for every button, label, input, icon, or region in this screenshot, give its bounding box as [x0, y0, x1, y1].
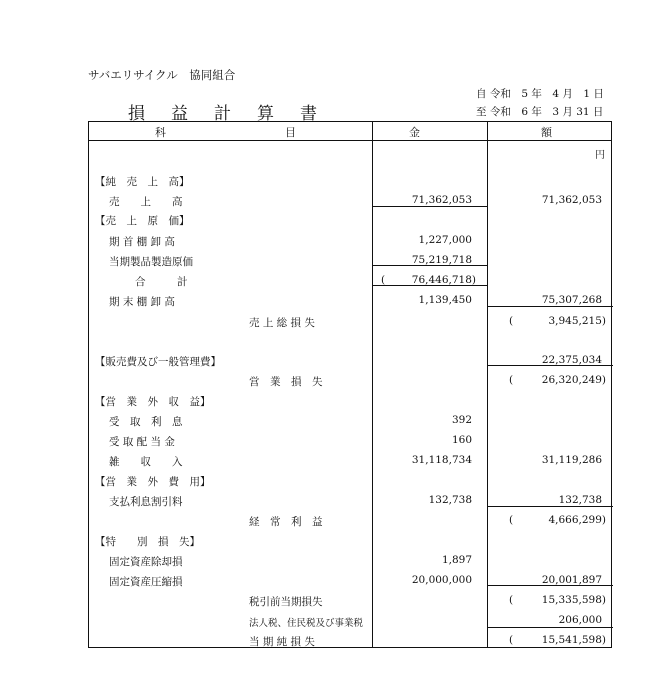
header-kingaku-1: 金	[409, 126, 420, 139]
amount-col1: 1,897	[441, 554, 472, 566]
period-from: 自 令和 5 年 4 月 1 日	[476, 88, 604, 100]
row-label: 売 上 総 損 失	[249, 317, 315, 329]
amount-col1: 31,118,734	[411, 454, 472, 466]
table-row	[89, 572, 613, 592]
row-label: 期 首 棚 卸 高	[109, 236, 175, 248]
amount-col2: 31,119,286	[541, 454, 602, 466]
open-paren: (	[509, 634, 514, 646]
table-row	[89, 552, 613, 572]
header-kingaku-2: 額	[541, 126, 552, 139]
amount-col2: 4,666,299)	[548, 514, 606, 526]
table-row	[89, 252, 613, 272]
row-label: 当 期 純 損 失	[249, 636, 315, 648]
table-row	[89, 232, 613, 252]
table-row	[89, 372, 613, 392]
row-label: 【営 業 外 費 用】	[95, 476, 211, 488]
document-title: 損益計算書	[128, 104, 343, 124]
amount-col1: 71,362,053	[411, 194, 472, 206]
unit-label: 円	[595, 150, 605, 161]
amount-col2: 132,738	[558, 494, 602, 506]
row-label: 当期製品製造原価	[109, 256, 193, 268]
table-row	[89, 472, 613, 492]
table-row	[89, 292, 613, 312]
table-row	[89, 532, 613, 552]
table-row	[89, 492, 613, 512]
amount-col1: 75,219,718	[411, 254, 472, 266]
open-paren: (	[509, 594, 514, 606]
table-row	[89, 512, 613, 532]
header-divider	[89, 140, 611, 141]
amount-col2: 26,320,249)	[541, 374, 606, 386]
open-paren: (	[509, 374, 514, 386]
amount-col2: 22,375,034	[541, 354, 602, 366]
table-row	[89, 192, 613, 212]
table-row	[89, 172, 613, 192]
row-label: 受 取 利 息	[109, 416, 183, 428]
header-kamoku-1: 科	[155, 126, 166, 139]
header-kamoku-2: 目	[285, 126, 296, 139]
table-row	[89, 211, 613, 231]
row-label: 固定資産除却損	[109, 556, 183, 568]
table-row	[89, 313, 613, 333]
amount-col1: 1,227,000	[418, 234, 472, 246]
table-row	[89, 452, 613, 472]
amount-col1: 392	[451, 414, 472, 426]
row-label: 営 業 損 失	[249, 376, 323, 388]
row-label: 【特 別 損 失】	[95, 536, 200, 548]
amount-col2: 20,001,897	[541, 574, 602, 586]
table-row	[89, 632, 613, 652]
row-label: 【純 売 上 高】	[95, 176, 190, 188]
row-label: 法人税、住民税及び事業税	[249, 618, 364, 629]
open-paren: (	[381, 274, 386, 286]
amount-col1: 20,000,000	[411, 574, 472, 586]
row-label: 雑 収 入	[109, 456, 183, 468]
amount-col1: 76,446,718)	[411, 274, 476, 286]
amount-col2: 206,000	[558, 614, 602, 626]
row-label: 合 計	[135, 276, 188, 288]
table-row	[89, 392, 613, 412]
row-label: 経 常 利 益	[249, 516, 323, 528]
table-row	[89, 612, 613, 632]
open-paren: (	[509, 514, 514, 526]
table-row	[89, 432, 613, 452]
amount-col1: 132,738	[428, 494, 472, 506]
row-label: 支払利息割引料	[109, 496, 183, 508]
organization-name: サバエリサイクル 協同組合	[88, 68, 236, 82]
amount-col2: 15,541,598)	[541, 634, 606, 646]
row-label: 【販売費及び一般管理費】	[95, 356, 221, 368]
amount-col2: 3,945,215)	[548, 315, 606, 327]
row-label: 固定資産圧縮損	[109, 576, 183, 588]
open-paren: (	[509, 315, 514, 327]
income-statement-table	[88, 121, 612, 648]
amount-col1: 1,139,450	[418, 294, 472, 306]
period-to: 至 令和 6 年 3 月 31 日	[476, 106, 604, 118]
table-row	[89, 412, 613, 432]
table-row	[89, 592, 613, 612]
row-label: 売 上 高	[109, 196, 183, 208]
row-label: 期 末 棚 卸 高	[109, 296, 175, 308]
table-row	[89, 352, 613, 372]
amount-col2: 15,335,598)	[541, 594, 606, 606]
amount-col1: 160	[451, 434, 472, 446]
amount-col2: 71,362,053	[541, 194, 602, 206]
row-label: 受 取 配 当 金	[109, 436, 175, 448]
row-label: 税引前当期損失	[249, 596, 323, 608]
row-label: 【営 業 外 収 益】	[95, 396, 211, 408]
amount-col2: 75,307,268	[541, 294, 602, 306]
table-row	[89, 272, 613, 292]
row-label: 【売 上 原 価】	[95, 215, 190, 227]
